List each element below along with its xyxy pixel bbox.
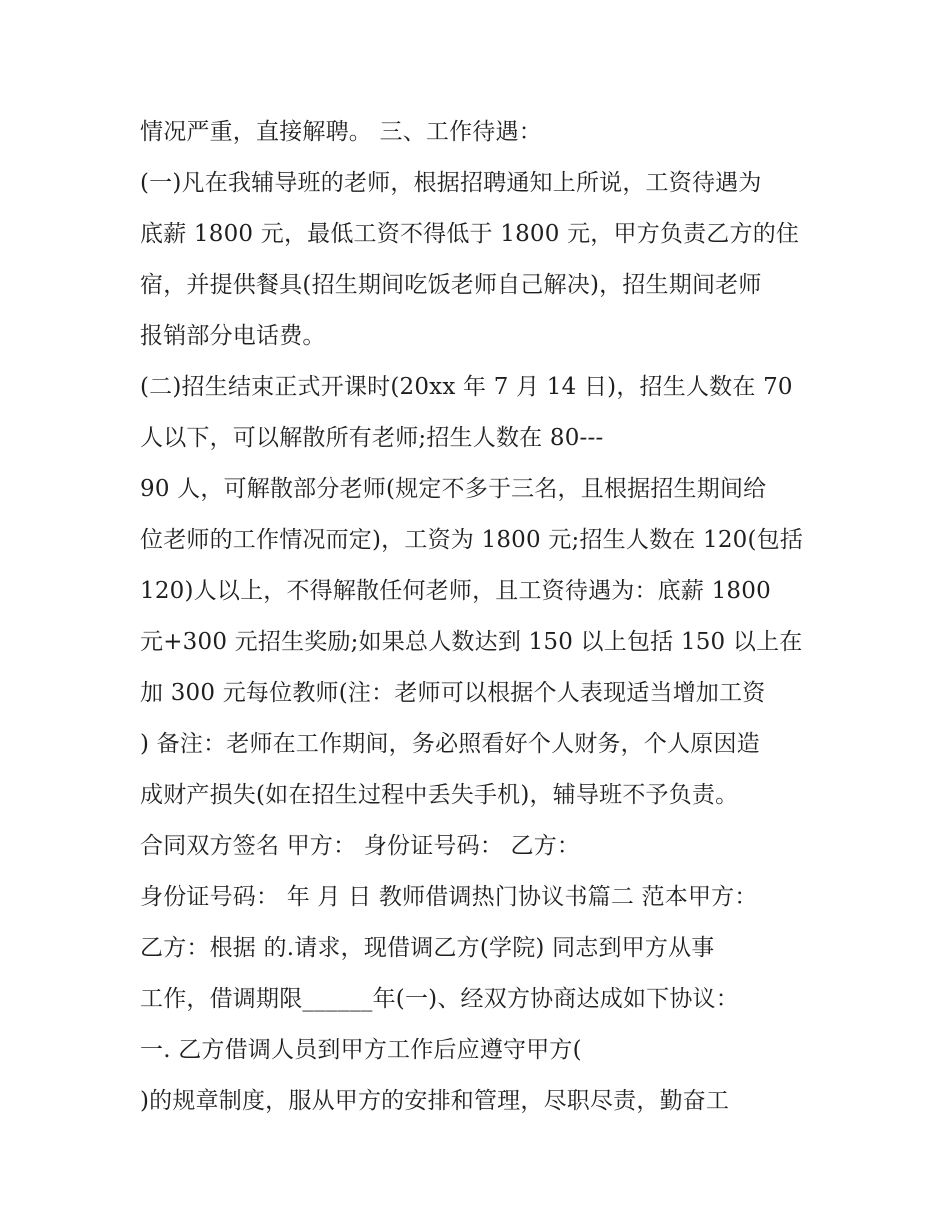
text-line: 合同双方签名 甲方： 身份证号码： 乙方： [140,833,581,859]
text-line: 身份证号码： 年 月 日 教师借调热门协议书篇二 范本甲方： [140,884,758,910]
text-line: 90 人，可解散部分老师(规定不多于三名，且根据招生期间给 [140,476,767,502]
text-line: 报销部分电话费。 [140,323,326,349]
text-line: 元+300 元招生奖励;如果总人数达到 150 以上包括 150 以上在 [140,629,803,655]
text-line: 120)人以上，不得解散任何老师，且工资待遇为：底薪 1800 [140,578,771,604]
text-line: 情况严重，直接解聘。 三、工作待遇： [140,119,542,145]
text-line: 位老师的工作情况而定)，工资为 1800 元;招生人数在 120(包括 [140,527,804,553]
document-body [140,107,840,1127]
text-line: (一)凡在我辅导班的老师，根据招聘通知上所说，工资待遇为 [140,170,762,196]
text-line: 工作，借调期限______年(一)、经双方协商达成如下协议： [140,986,739,1012]
text-line: 底薪 1800 元，最低工资不得低于 1800 元，甲方负责乙方的住 [140,221,800,247]
text-line: 宿，并提供餐具(招生期间吃饭老师自己解决)，招生期间老师 [140,272,762,298]
text-line: )的规章制度，服从甲方的安排和管理，尽职尽责，勤奋工 [140,1088,730,1114]
text-line: 人以下，可以解散所有老师;招生人数在 80--- [140,425,604,451]
text-line: ) 备注：老师在工作期间，务必照看好个人财务，个人原因造 [140,731,760,757]
text-line: 乙方：根据 的.请求，现借调乙方(学院) 同志到甲方从事 [140,935,715,961]
text-line: 一. 乙方借调人员到甲方工作后应遵守甲方( [140,1037,582,1063]
text-line: 成财产损失(如在招生过程中丢失手机)，辅导班不予负责。 [140,782,739,808]
text-line: (二)招生结束正式开课时(20xx 年 7 月 14 日)，招生人数在 70 [140,374,793,400]
text-line: 加 300 元每位教师(注：老师可以根据个人表现适当增加工资 [140,680,766,706]
